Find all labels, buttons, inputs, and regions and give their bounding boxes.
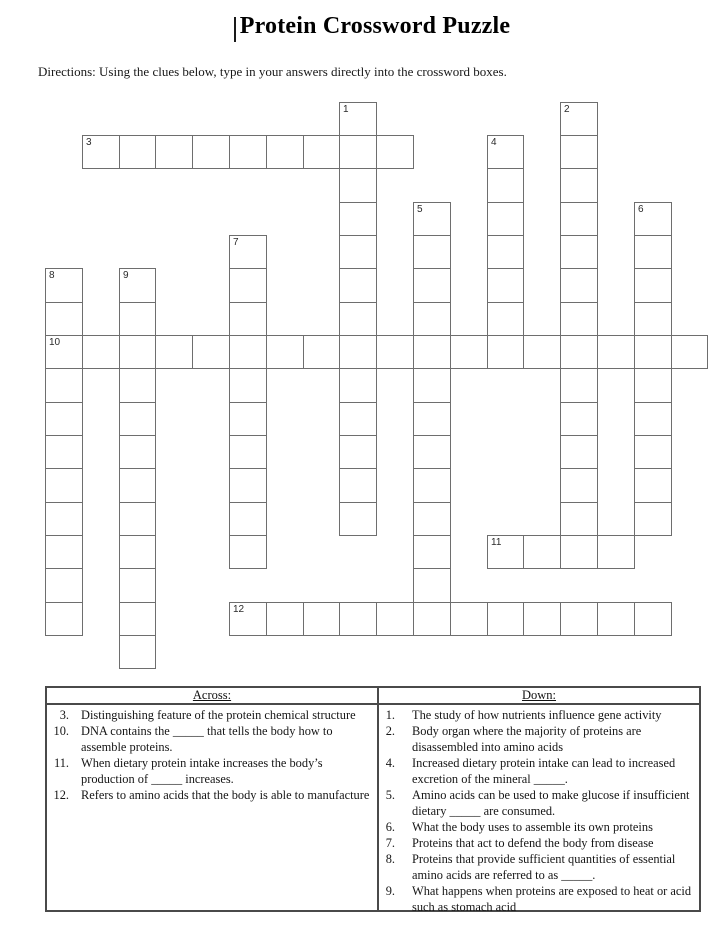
cell-number: 7 [233, 237, 239, 248]
crossword-cell[interactable] [523, 535, 561, 569]
crossword-cell[interactable] [119, 302, 156, 336]
crossword-cell[interactable] [597, 335, 635, 369]
crossword-cell[interactable] [339, 102, 377, 136]
across-column [47, 688, 379, 910]
crossword-cell[interactable] [119, 502, 156, 536]
crossword-cell[interactable] [413, 468, 451, 503]
clue-text: DNA contains the _____ that tells the body how to assemble proteins. [81, 724, 333, 754]
clue-number: 2. [385, 724, 395, 738]
crossword-cell[interactable] [560, 435, 598, 469]
crossword-cell[interactable] [560, 402, 598, 436]
crossword-cell[interactable] [634, 468, 672, 503]
crossword-cell[interactable] [119, 535, 156, 569]
crossword-cell[interactable] [339, 402, 377, 436]
crossword-cell[interactable] [303, 335, 340, 369]
crossword-cell[interactable] [560, 302, 598, 336]
crossword-cell[interactable] [634, 402, 672, 436]
crossword-cell[interactable] [634, 368, 672, 403]
crossword-cell[interactable] [45, 368, 83, 403]
crossword-cell[interactable] [413, 502, 451, 536]
crossword-cell[interactable] [376, 335, 414, 369]
crossword-cell[interactable] [523, 335, 561, 369]
crossword-cell[interactable] [45, 268, 83, 303]
crossword-cell[interactable] [339, 335, 377, 369]
crossword-cell[interactable] [229, 368, 267, 403]
cell-number: 12 [233, 604, 245, 615]
crossword-cell[interactable] [413, 402, 451, 436]
crossword-cell[interactable] [229, 302, 267, 336]
crossword-cell[interactable] [487, 235, 524, 269]
crossword-cell[interactable] [45, 568, 83, 603]
clue-text: Proteins that act to defend the body from disease [412, 836, 654, 850]
clue-number: 12. [53, 788, 69, 802]
crossword-cell[interactable] [560, 235, 598, 269]
crossword-cell[interactable] [560, 102, 598, 136]
crossword-cell[interactable] [266, 602, 304, 636]
crossword-cell[interactable] [487, 335, 524, 369]
clue-item [47, 755, 377, 787]
crossword-cell[interactable] [376, 135, 414, 169]
clue-text: What the body uses to assemble its own proteins [412, 820, 653, 834]
crossword-cell[interactable] [634, 302, 672, 336]
crossword-cell[interactable] [487, 135, 524, 169]
crossword-cell[interactable] [339, 302, 377, 336]
crossword-cell[interactable] [487, 268, 524, 303]
crossword-cell[interactable] [266, 135, 304, 169]
crossword-cell[interactable] [119, 268, 156, 303]
crossword-cell[interactable] [192, 135, 230, 169]
clue-text: Refers to amino acids that the body is able to manufacture [81, 788, 370, 802]
crossword-cell[interactable] [413, 335, 451, 369]
clue-item [379, 835, 699, 851]
page-title: Protein Crossword Puzzle [239, 13, 511, 39]
crossword-cell[interactable] [450, 335, 488, 369]
crossword-cell[interactable] [229, 335, 267, 369]
crossword-cell[interactable] [229, 402, 267, 436]
crossword-cell[interactable] [119, 402, 156, 436]
clue-table [45, 686, 701, 912]
crossword-cell[interactable] [339, 502, 377, 536]
clue-text: Increased dietary protein intake can lead to increased excretion of the mineral _____. [412, 756, 676, 786]
clue-number: 1. [385, 708, 395, 722]
clue-item [379, 883, 699, 915]
crossword-cell[interactable] [339, 602, 377, 636]
crossword-cell[interactable] [229, 235, 267, 269]
crossword-cell[interactable] [450, 602, 488, 636]
crossword-cell[interactable] [229, 502, 267, 536]
crossword-cell[interactable] [523, 602, 561, 636]
crossword-cell[interactable] [671, 335, 708, 369]
clue-number: 9. [385, 884, 395, 898]
crossword-cell[interactable] [413, 435, 451, 469]
crossword-cell[interactable] [413, 302, 451, 336]
crossword-cell[interactable] [560, 368, 598, 403]
crossword-cell[interactable] [560, 168, 598, 203]
crossword-cell[interactable] [487, 602, 524, 636]
crossword-cell[interactable] [119, 368, 156, 403]
crossword-cell[interactable] [413, 235, 451, 269]
crossword-cell[interactable] [229, 135, 267, 169]
crossword-cell[interactable] [339, 368, 377, 403]
clue-number: 11. [53, 756, 69, 770]
cell-number: 6 [638, 204, 644, 215]
crossword-cell[interactable] [634, 202, 672, 236]
crossword-cell[interactable] [413, 568, 451, 603]
crossword-cell[interactable] [413, 368, 451, 403]
crossword-cell[interactable] [303, 135, 340, 169]
clue-text: Distinguishing feature of the protein chemical structure [81, 708, 356, 722]
cell-number: 1 [343, 104, 349, 115]
crossword-cell[interactable] [229, 602, 267, 636]
across-clue-list [47, 705, 377, 803]
cell-number: 3 [86, 137, 92, 148]
cell-number: 11 [491, 537, 502, 548]
crossword-cell[interactable] [266, 335, 304, 369]
crossword-cell[interactable] [45, 435, 83, 469]
crossword-cell[interactable] [229, 268, 267, 303]
down-clue-list [379, 705, 699, 915]
down-column [379, 688, 699, 914]
crossword-cell[interactable] [560, 535, 598, 569]
crossword-cell[interactable] [560, 135, 598, 169]
clue-text: Proteins that provide sufficient quantities of essential amino acids are referred to as _____. [412, 852, 676, 882]
crossword-cell[interactable] [413, 202, 451, 236]
clue-text: When dietary protein intake increases the body’s production of _____ increases. [81, 756, 323, 786]
crossword-cell[interactable] [119, 468, 156, 503]
crossword-cell[interactable] [45, 502, 83, 536]
crossword-cell[interactable] [339, 235, 377, 269]
clue-number: 8. [385, 852, 395, 866]
cell-number: 8 [49, 270, 55, 281]
crossword-cell[interactable] [634, 335, 672, 369]
crossword-cell[interactable] [119, 568, 156, 603]
crossword-cell[interactable] [45, 335, 83, 369]
crossword-cell[interactable] [82, 135, 120, 169]
crossword-cell[interactable] [413, 268, 451, 303]
clue-text: Amino acids can be used to make glucose if insufficient dietary _____ are consumed. [412, 788, 690, 818]
crossword-cell[interactable] [560, 268, 598, 303]
across-header: Across: [47, 688, 377, 705]
crossword-cell[interactable] [487, 168, 524, 203]
cell-number: 2 [564, 104, 570, 115]
crossword-cell[interactable] [487, 202, 524, 236]
crossword-cell[interactable] [487, 302, 524, 336]
crossword-cell[interactable] [339, 135, 377, 169]
crossword-cell[interactable] [155, 335, 193, 369]
clue-number: 6. [385, 820, 395, 834]
crossword-cell[interactable] [597, 535, 635, 569]
crossword-cell[interactable] [560, 335, 598, 369]
crossword-cell[interactable] [634, 502, 672, 536]
clue-item [379, 755, 699, 787]
cell-number: 5 [417, 204, 423, 215]
crossword-cell[interactable] [229, 535, 267, 569]
clue-item [47, 707, 377, 723]
crossword-cell[interactable] [339, 435, 377, 469]
crossword-cell[interactable] [119, 602, 156, 636]
clue-number: 4. [385, 756, 395, 770]
crossword-cell[interactable] [487, 535, 524, 569]
crossword-cell[interactable] [560, 602, 598, 636]
crossword-cell[interactable] [45, 302, 83, 336]
crossword-cell[interactable] [45, 402, 83, 436]
crossword-cell[interactable] [413, 535, 451, 569]
crossword-cell[interactable] [634, 602, 672, 636]
crossword-cell[interactable] [45, 602, 83, 636]
clue-item [379, 819, 699, 835]
crossword-cell[interactable] [119, 135, 156, 169]
clue-text: What happens when proteins are exposed to heat or acid such as stomach acid [412, 884, 692, 914]
clue-number: 3. [59, 708, 69, 722]
crossword-cell[interactable] [303, 602, 340, 636]
crossword-cell[interactable] [155, 135, 193, 169]
crossword-cell[interactable] [634, 235, 672, 269]
crossword-cell[interactable] [339, 268, 377, 303]
clue-item [379, 707, 699, 723]
crossword-cell[interactable] [119, 335, 156, 369]
clue-text: The study of how nutrients influence gene activity [412, 708, 662, 722]
crossword-cell[interactable] [119, 635, 156, 669]
crossword-cell[interactable] [45, 468, 83, 503]
crossword-cell[interactable] [413, 602, 451, 636]
clue-item [379, 723, 699, 755]
crossword-cell[interactable] [560, 202, 598, 236]
crossword-cell[interactable] [45, 535, 83, 569]
crossword-cell[interactable] [229, 435, 267, 469]
cell-number: 9 [123, 270, 129, 281]
clue-number: 10. [53, 724, 69, 738]
clue-item [47, 787, 377, 803]
clue-item [47, 723, 377, 755]
crossword-cell[interactable] [192, 335, 230, 369]
crossword-cell[interactable] [339, 168, 377, 203]
crossword-cell[interactable] [229, 468, 267, 503]
crossword-cell[interactable] [560, 502, 598, 536]
crossword-cell[interactable] [376, 602, 414, 636]
clue-item [379, 851, 699, 883]
down-header: Down: [379, 688, 699, 705]
crossword-cell[interactable] [119, 435, 156, 469]
clue-number: 7. [385, 836, 395, 850]
cell-number: 10 [49, 337, 61, 348]
clue-number: 5. [385, 788, 395, 802]
clue-item [379, 787, 699, 819]
crossword-cell[interactable] [339, 202, 377, 236]
crossword-cell[interactable] [82, 335, 120, 369]
cell-number: 4 [491, 137, 497, 148]
crossword-cell[interactable] [560, 468, 598, 503]
clue-text: Body organ where the majority of proteins are disassembled into amino acids [412, 724, 642, 754]
directions-text: Directions: Using the clues below, type in your answers directly into the crossword boxes. [38, 64, 507, 79]
crossword-cell[interactable] [634, 268, 672, 303]
crossword-cell[interactable] [634, 435, 672, 469]
crossword-cell[interactable] [339, 468, 377, 503]
crossword-cell[interactable] [597, 602, 635, 636]
